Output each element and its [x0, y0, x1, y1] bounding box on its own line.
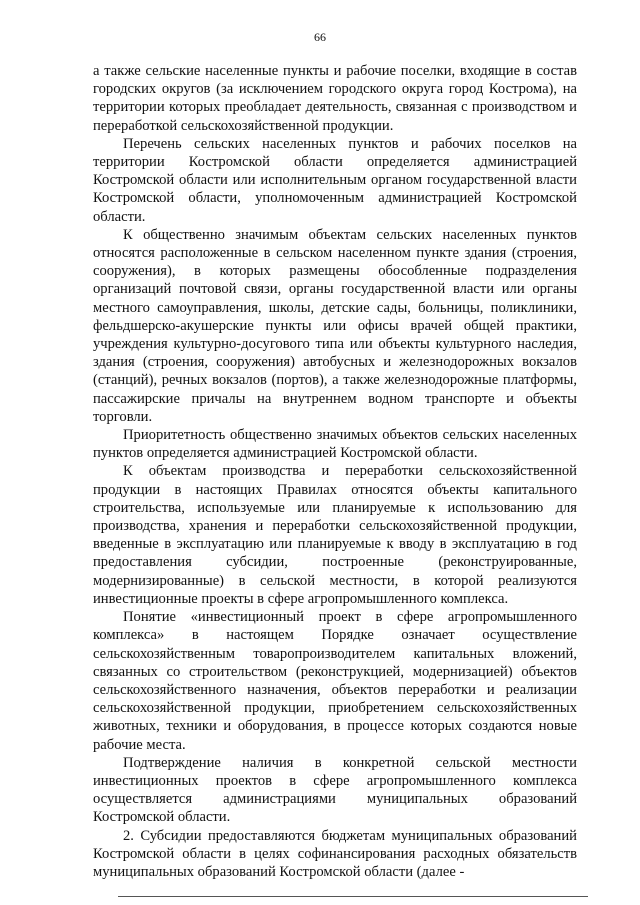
paragraph-8: 2. Субсидии предоставляются бюджетам муниципальных образований Костромской области в целях софинансирования расходных обязательств муниципальных образований Костромской области (далее -	[93, 827, 577, 880]
paragraph-3: К общественно значимым объектам сельских населенных пунктов относятся расположенные в сельском населенном пункте здания (строения, сооружения), в которых размещены обособленные подразделения организаций почтовой связи, органы государственной власти или органы местного самоуправления, школы, детские сады, больницы, поликлиники, фельдшерско-акушерские пункты или офисы врачей общей практики, учреждения культурно-досугового типа или объекты культурного наследия, здания (строения, сооружения) автобусных и железнодорожных вокзалов (станций), речных вокзалов (портов), а также железнодорожные платформы, пассажирские причалы на внутреннем водном транспорте и объекты торговли.	[93, 226, 577, 425]
page-number: 66	[314, 30, 326, 44]
paragraph-5: К объектам производства и переработки сельскохозяйственной продукции в настоящих Правилах относятся объекты капитального строительства, используемые или планируемые к использованию для производства, хранения и переработки сельскохозяйственной продукции, введенные в эксплуатацию или планируемые к вводу в эксплуатацию в год предоставления субсидии, построенные (реконструированные, модернизированные) в сельской местности, в которой реализуются инвестиционные проекты в сфере агропромышленного комплекса.	[93, 463, 577, 607]
document-body	[93, 62, 577, 881]
paragraph-1: а также сельские населенные пункты и рабочие поселки, входящие в состав городских округов (за исключением городского округа город Кострома), на территории которых преобладает деятельность, связанная с производством и переработкой сельскохозяйственной продукции.	[93, 63, 577, 134]
paragraph-2: Перечень сельских населенных пунктов и рабочих поселков на территории Костромской области определяется администрацией Костромской области или исполнительным органом государственной власти Костромской области, уполномоченным администрацией Костромской области.	[93, 135, 577, 225]
paragraph-7: Подтверждение наличия в конкретной сельской местности инвестиционных проектов в сфере агропромышленного комплекса осуществляется администрациями муниципальных образований Костромской области.	[93, 754, 577, 826]
paragraph-4: Приоритетность общественно значимых объектов сельских населенных пунктов определяется администрацией Костромской области.	[93, 427, 577, 462]
paragraph-6: Понятие «инвестиционный проект в сфере агропромышленного комплекса» в настоящем Порядке означает осуществление сельскохозяйственным товаропроизводителем капитальных вложений, связанных со строительством (реконструкцией, модернизацией) объектов сельскохозяйственного назначения, объектов переработки и реализации сельскохозяйственной продукции, приобретением сельскохозяйственных животных, техники и оборудования, в процессе которых создаются новые рабочие места.	[93, 609, 577, 753]
bottom-rule	[118, 896, 588, 897]
